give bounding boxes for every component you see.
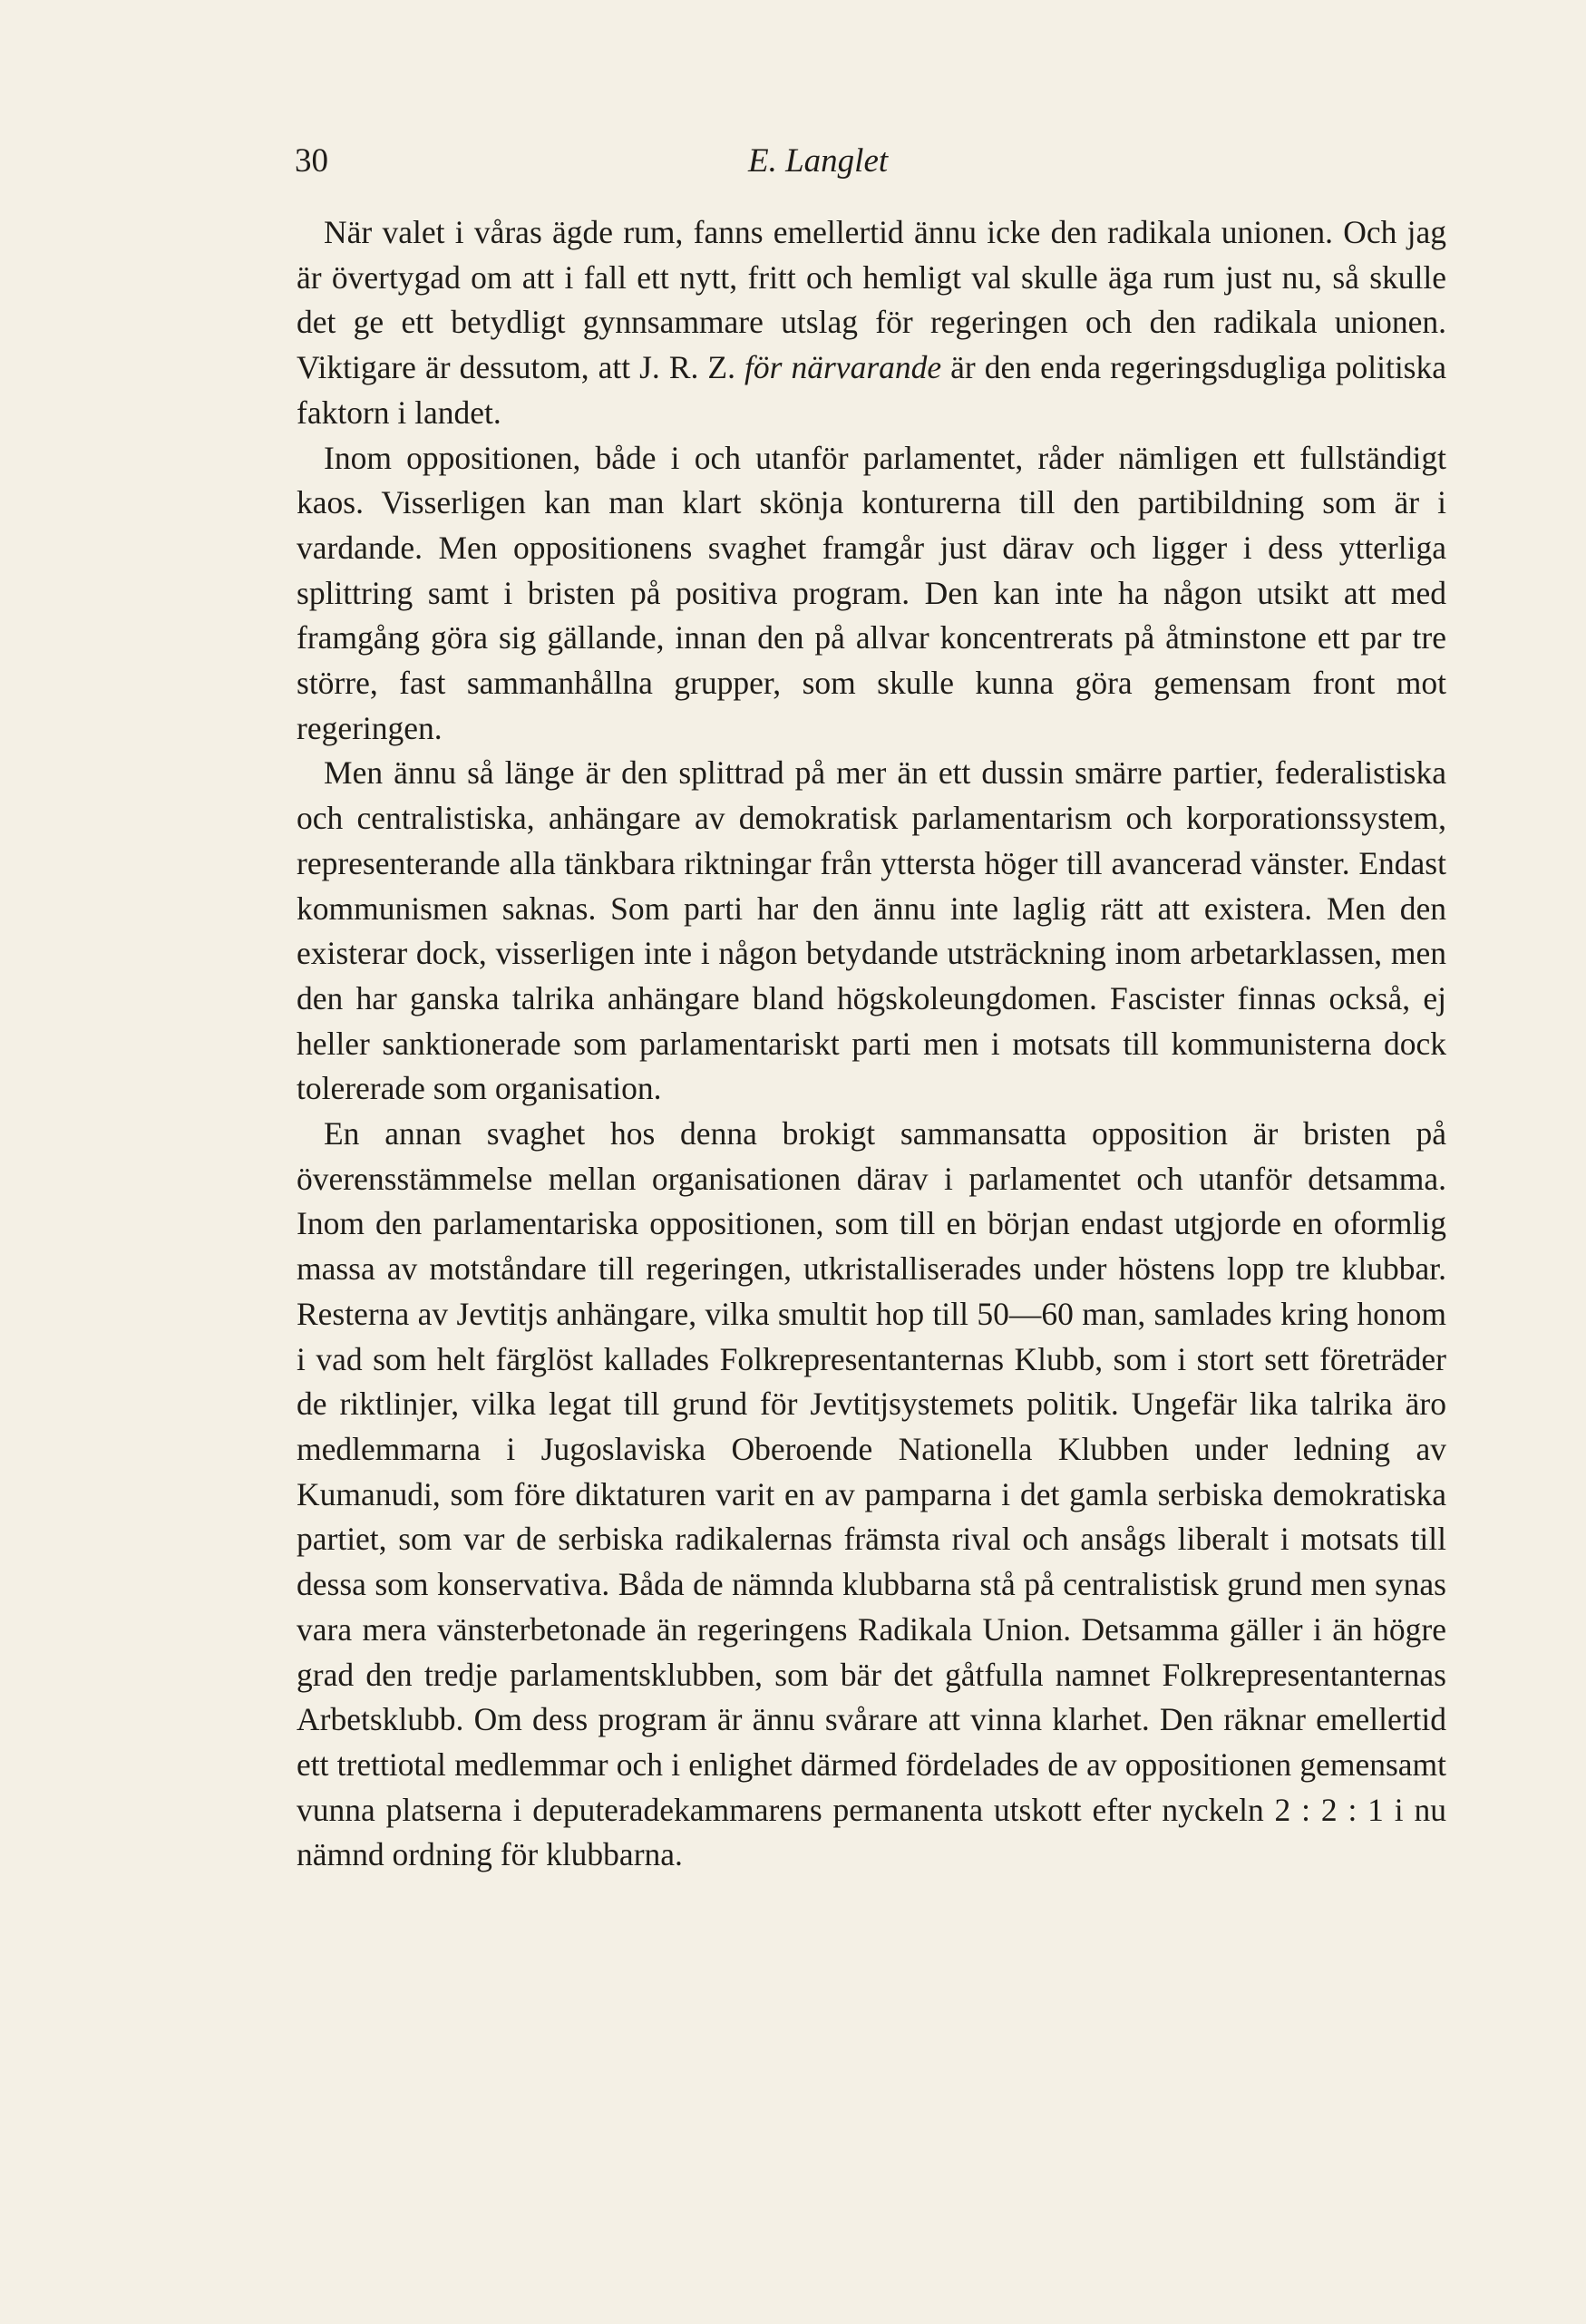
paragraph-1-text-b: är den enda regeringsdugliga politiska faktorn i landet. [297, 349, 1446, 431]
paragraph-3: Men ännu så länge är den splittrad på mer än ett dussin smärre partier, federalistiska och centralistiska, anhängare av demokratisk parlamentarism och korporationssystem, representerande alla tänkbara riktningar från yttersta höger till avancerad vänster. Endast kommunismen saknas. Som parti har den ännu inte laglig rätt att existera. Men den existerar dock, visserligen inte i någon betydande utsträckning inom arbetarklassen, men den har ganska talrika anhängare bland högskoleungdomen. Fascister finnas också, ej heller sanktionerade som parlamentariskt parti men i motsats till kommunisterna dock tolererade som organisation. [297, 754, 1446, 1107]
paragraph-2: Inom oppositionen, både i och utanför parlamentet, råder nämligen ett fullständigt kaos. Visserligen kan man klart skönja konturerna till den partibildning som är i vardande. Men oppositionens svaghet framgår just därav och ligger i dess ytterliga splittring samt i bristen på positiva program. Den kan inte ha någon utsikt att med framgång göra sig gällande, innan den på allvar koncentrerats på åtminstone ett par tre större, fast sammanhållna grupper, som skulle kunna göra gemensam front mot regeringen. [297, 439, 1446, 746]
body-text [297, 210, 1446, 1878]
emphasis-text: för närvarande [744, 349, 942, 386]
paragraph-1 [297, 210, 1446, 436]
running-head: E. Langlet [748, 142, 889, 180]
page-header [295, 136, 1446, 190]
paragraph-1-text-a: När valet i våras ägde rum, fanns emellertid ännu icke den radikala unionen. Och jag är övertygad om att i fall ett nytt, fritt och hemligt val skulle äga rum just nu, så skulle det ge ett betydligt gynnsammare utslag för regeringen och den radikala unionen. Viktigare är dessutom, att J. R. Z. [297, 214, 1446, 386]
page-number: 30 [295, 142, 328, 180]
paragraph-4: En annan svaghet hos denna brokigt sammansatta opposition är bristen på överensstämmelse mellan organisationen därav i parlamentet och utanför detsamma. Inom den parlamentariska oppositionen, som till en början endast utgjorde en oformlig massa av motståndare till regeringen, utkristalliserades under höstens lopp tre klubbar. Resterna av Jevtitjs anhängare, vilka smultit hop till 50—60 man, samlades kring honom i vad som helt färglöst kallades Folkrepresentanternas Klubb, som i stort sett företräder de riktlinjer, vilka legat till grund för Jevtitjsystemets politik. Ungefär lika talrika äro medlemmarna i Jugoslaviska Oberoende Nationella Klubben under ledning av Kumanudi, som före diktaturen varit en av pamparna i det gamla serbiska demokratiska partiet, som var de serbiska radikalernas främsta rival och ansågs liberalt i motsats till dessa som konservativa. Båda de nämnda klubbarna stå på centralistisk grund men synas vara mera vänsterbetonade än regeringens Radikala Union. Detsamma gäller i än högre grad den tredje parlamentsklubben, som bär det gåtfulla namnet Folkrepresentanternas Arbetsklubb. Om dess program är ännu svårare att vinna klarhet. Den räknar emellertid ett trettiotal medlemmar och i enlighet därmed fördelades de av oppositionen gemensamt vunna platserna i deputeradekammarens permanenta utskott efter nyckeln 2 : 2 : 1 i nu nämnd ordning för klubbarna. [297, 1115, 1446, 1873]
